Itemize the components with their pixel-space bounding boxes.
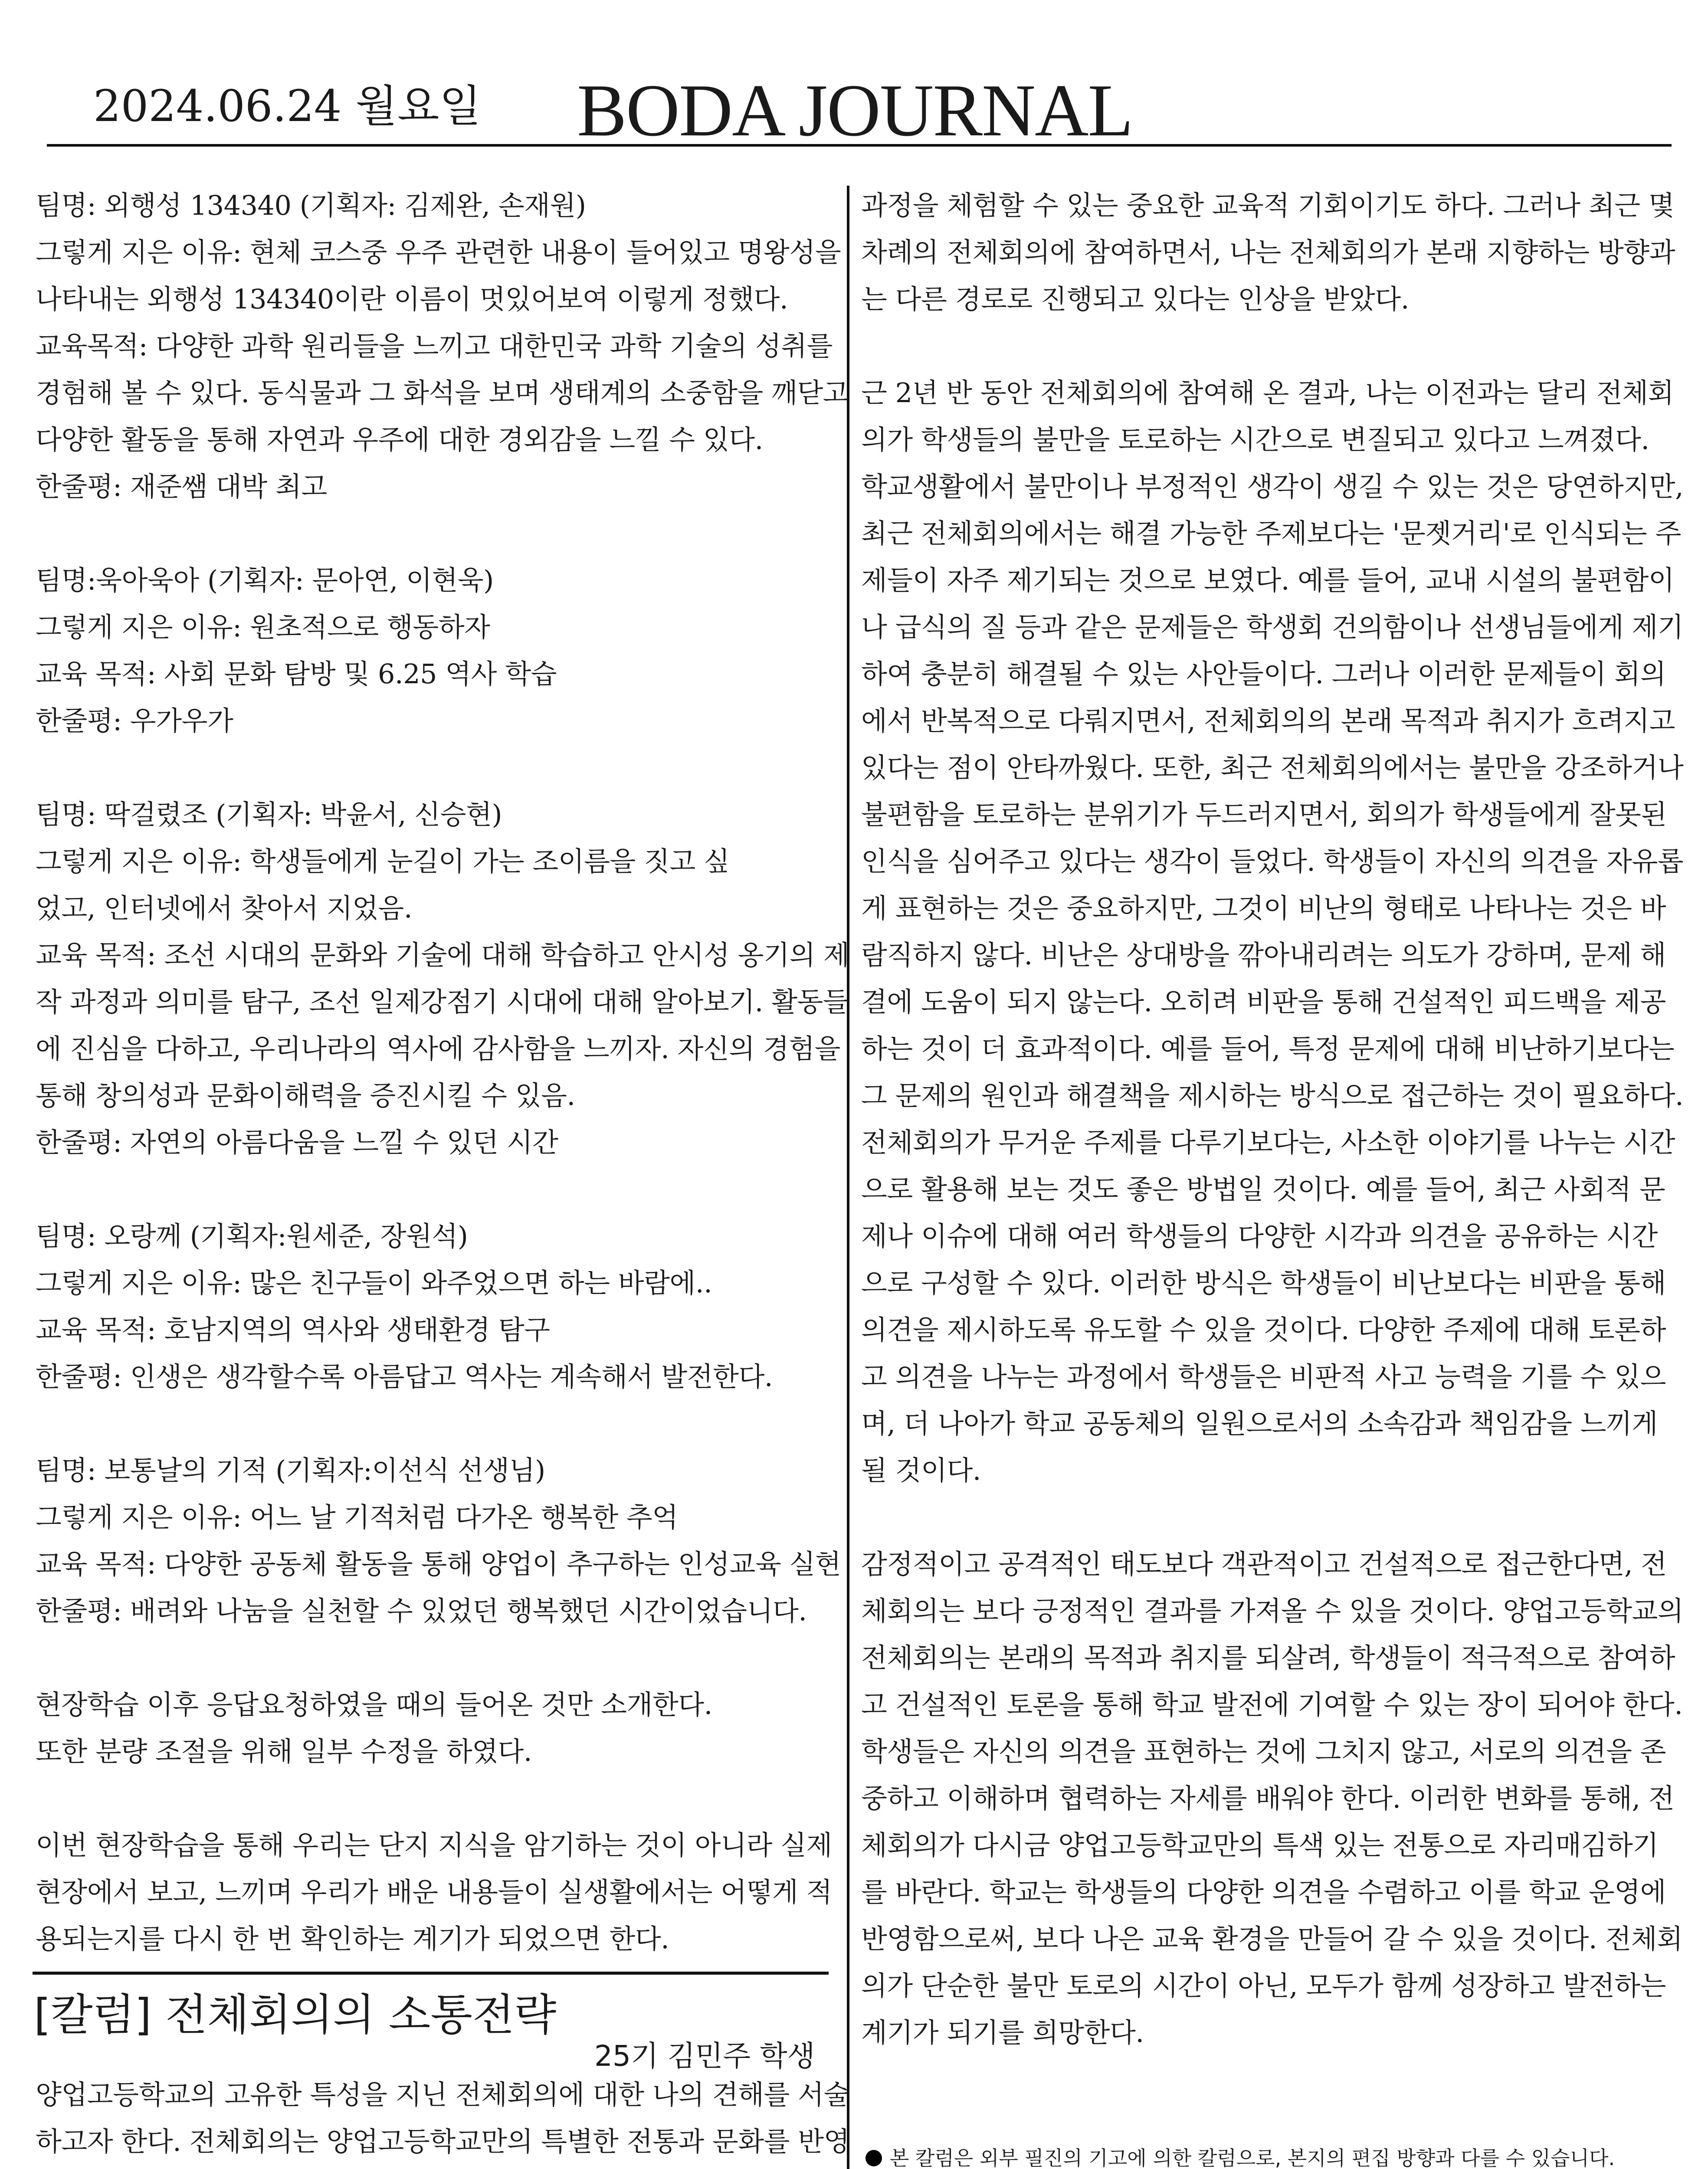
text-line: 전체회의는 본래의 목적과 취지를 되살려, 학생들이 적극적으로 참여하 [861, 1642, 1675, 1674]
text-line: 될 것이다. [861, 1455, 981, 1486]
text-line: 의가 단순한 불만 토로의 시간이 아닌, 모두가 함께 성장하고 발전하는 [861, 1970, 1666, 2002]
text-line: 최근 전체회의에서는 해결 가능한 주제보다는 '문젯거리'로 인식되는 주 [861, 518, 1681, 549]
text-line [36, 2165, 843, 2169]
text-line: 교육목적: 다양한 과학 원리들을 느끼고 대한민국 과학 기술의 성취를 [36, 330, 833, 362]
text-line: 체회의는 보다 긍정적인 결과를 가져올 수 있을 것이다. 양업고등학교의 [861, 1595, 1684, 1627]
text-line: 제나 이슈에 대해 여러 학생들의 다양한 시각과 의견을 공유하는 시간 [861, 1220, 1658, 1252]
text-line: 양업고등학교의 고유한 특성을 지닌 전체회의에 대한 나의 견해를 서술 [36, 2079, 850, 2110]
text-line: 하여 충분히 해결될 수 있는 사안들이다. 그러나 이러한 문제들이 회의 [861, 658, 1666, 690]
text-line: 하고자 한다. 전체회의는 양업고등학교만의 특별한 전통과 문화를 반영 [36, 2126, 850, 2157]
text-line: 제들이 자주 제기되는 것으로 보였다. 예를 들어, 교내 시설의 불편함이 [861, 564, 1675, 596]
text-line: 그 문제의 원인과 해결책을 제시하는 방식으로 접근하는 것이 필요하다. [861, 1080, 1684, 1111]
masthead-title: BODA JOURNAL [577, 69, 1133, 152]
text-line: 통해 창의성과 문화이해력을 증진시킬 수 있음. [36, 1080, 575, 1111]
text-line: 으로 활용해 보는 것도 좋은 방법일 것이다. 예를 들어, 최근 사회적 문 [861, 1173, 1665, 1205]
column-divider [847, 186, 849, 2169]
text-line: 감정적이고 공격적인 태도보다 객관적이고 건설적으로 접근한다면, 전 [861, 1548, 1667, 1580]
text-line: 교육 목적: 사회 문화 탐방 및 6.25 역사 학습 [36, 658, 557, 690]
text-line: 차례의 전체회의에 참여하면서, 나는 전체회의가 본래 지향하는 방향과 [861, 236, 1675, 268]
editorial-footnote [865, 2145, 1615, 2169]
text-line: 팀명: 보통날의 기적 (기획자:이선식 선생님) [36, 1455, 545, 1486]
text-line: 학교생활에서 불만이나 부정적인 생각이 생길 수 있는 것은 당연하지만, [861, 471, 1684, 502]
text-line: 팀명: 오랑께 (기획자:원세준, 장원석) [36, 1220, 468, 1252]
text-line: 그렇게 지은 이유: 학생들에게 눈길이 가는 조이름을 짓고 싶 [36, 845, 730, 877]
text-line: 인식을 심어주고 있다는 생각이 들었다. 학생들이 자신의 의견을 자유롭 [861, 845, 1684, 877]
text-line: 한줄평: 인생은 생각할수록 아름답고 역사는 계속해서 발전한다. [36, 1361, 773, 1392]
text-line: 나타내는 외행성 134340이란 이름이 멋있어보여 이렇게 정했다. [36, 283, 788, 315]
text-line: 고 의견을 나누는 과정에서 학생들은 비판적 사고 능력을 기를 수 있으 [861, 1361, 1666, 1392]
text-line: 작 과정과 의미를 탐구, 조선 일제강점기 시대에 대해 알아보기. 활동들 [36, 986, 849, 1018]
text-line: 그렇게 지은 이유: 어느 날 기적처럼 다가온 행복한 추억 [36, 1501, 678, 1533]
text-line: 팀명: 외행성 134340 (기획자: 김제완, 손재원) [36, 190, 586, 221]
text-line: 교육 목적: 조선 시대의 문화와 기술에 대해 학습하고 안시성 옹기의 제 [36, 939, 849, 971]
text-line: 팀명: 딱걸렸조 (기획자: 박윤서, 신승현) [36, 799, 502, 830]
text-line: 경험해 볼 수 있다. 동식물과 그 화석을 보며 생태계의 소중함을 깨닫고 [36, 377, 849, 409]
text-line: 학생들은 자신의 의견을 표현하는 것에 그치지 않고, 서로의 의견을 존 [861, 1736, 1666, 1767]
team-list-column [36, 182, 849, 1963]
text-line: 그렇게 지은 이유: 원초적으로 행동하자 [36, 611, 490, 643]
text-line: 한줄평: 배려와 나눔을 실천할 수 있었던 행복했던 시간이었습니다. [36, 1595, 807, 1627]
text-line: 람직하지 않다. 비난은 상대방을 깎아내리려는 의도가 강하며, 문제 해 [861, 939, 1666, 971]
text-line: 하는 것이 더 효과적이다. 예를 들어, 특정 문제에 대해 비난하기보다는 [861, 1033, 1675, 1065]
text-line: 또한 분량 조절을 위해 일부 수정을 하였다. [36, 1736, 532, 1767]
column-continuation [861, 182, 1684, 2056]
text-line: 의가 학생들의 불만을 토로하는 시간으로 변질되고 있다고 느껴졌다. [861, 424, 1649, 455]
text-line: 를 바란다. 학교는 학생들의 다양한 의견을 수렴하고 이를 학교 운영에 [861, 1876, 1666, 1908]
text-line: 현장에서 보고, 느끼며 우리가 배운 내용들이 실생활에서는 어떻게 적 [36, 1876, 832, 1908]
paragraph-gap [36, 510, 843, 557]
text-line: 나 급식의 질 등과 같은 문제들은 학생회 건의함이나 선생님들에게 제기 [861, 611, 1684, 643]
text-line: 근 2년 반 동안 전체회의에 참여해 온 결과, 나는 이전과는 달리 전체회 [861, 377, 1674, 409]
text-line: 이번 현장학습을 통해 우리는 단지 지식을 암기하는 것이 아니라 실제 [36, 1829, 832, 1861]
text-line: 며, 더 나아가 학교 공동체의 일원으로서의 소속감과 책임감을 느끼게 [861, 1408, 1658, 1439]
text-line: 중하고 이해하며 협력하는 자세를 배워야 한다. 이러한 변화를 통해, 전 [861, 1782, 1675, 1814]
text-line: 었고, 인터넷에서 찾아서 지었음. [36, 892, 413, 924]
column-title: [칼럼] 전체회의의 소통전략 [34, 1989, 557, 2040]
text-line: 있다는 점이 안타까웠다. 또한, 최근 전체회의에서는 불만을 강조하거나 [861, 752, 1684, 783]
paragraph-gap [861, 1494, 1668, 1541]
text-line: 결에 도움이 되지 않는다. 오히려 비판을 통해 건설적인 피드백을 제공 [861, 986, 1666, 1018]
paragraph-gap [36, 1166, 843, 1213]
text-line: 한줄평: 재준쌤 대박 최고 [36, 471, 327, 502]
text-line: 용되는지를 다시 한 번 확인하는 계기가 되었으면 한다. [36, 1923, 669, 1955]
text-line: 게 표현하는 것은 중요하지만, 그것이 비난의 형태로 나타나는 것은 바 [861, 892, 1666, 924]
text-line: 팀명:욱아욱아 (기획자: 문아연, 이현욱) [36, 564, 494, 596]
text-line: 으로 구성할 수 있다. 이러한 방식은 학생들이 비난보다는 비판을 통해 [861, 1267, 1666, 1299]
section-divider [33, 1972, 829, 1975]
text-line: 과정을 체험할 수 있는 중요한 교육적 기회이기도 하다. 그러나 최근 몇 [861, 190, 1675, 221]
paragraph-gap [36, 744, 843, 791]
footnote-text: 본 칼럼은 외부 필진의 기고에 의한 칼럼으로, 본지의 편집 방향과 다를 수 있습니다. [890, 2146, 1615, 2169]
text-line: 다양한 활동을 통해 자연과 우주에 대한 경외감을 느낄 수 있다. [36, 424, 763, 455]
text-line: 교육 목적: 다양한 공동체 활동을 통해 양업이 추구하는 인성교육 실현 [36, 1548, 841, 1580]
text-line: 고 건설적인 토론을 통해 학교 발전에 기여할 수 있는 장이 되어야 한다. [861, 1689, 1683, 1720]
issue-date: 2024.06.24 월요일 [93, 81, 482, 131]
column-body [36, 2071, 850, 2169]
text-line: 계기가 되기를 희망한다. [861, 2017, 1144, 2048]
text-line: 한줄평: 자연의 아름다움을 느낄 수 있던 시간 [36, 1127, 558, 1158]
text-line: 는 다른 경로로 진행되고 있다는 인상을 받았다. [861, 283, 1409, 315]
text-line: 그렇게 지은 이유: 현체 코스중 우주 관련한 내용이 들어있고 명왕성을 [36, 236, 841, 268]
paragraph-gap [36, 1775, 843, 1822]
text-line: 반영함으로써, 보다 나은 교육 환경을 만들어 갈 수 있을 것이다. 전체회 [861, 1923, 1683, 1955]
text-line: 의견을 제시하도록 유도할 수 있을 것이다. 다양한 주제에 대해 토론하 [861, 1314, 1666, 1346]
text-line: 에 진심을 다하고, 우리나라의 역사에 감사함을 느끼자. 자신의 경험을 [36, 1033, 841, 1065]
text-line: 교육 목적: 호남지역의 역사와 생태환경 탐구 [36, 1314, 550, 1346]
text-line: 에서 반복적으로 다뤄지면서, 전체회의의 본래 목적과 취지가 흐려지고 [861, 705, 1675, 737]
column-byline: 25기 김민주 학생 [594, 2039, 815, 2073]
paragraph-gap [861, 323, 1668, 370]
header-divider [47, 144, 1672, 147]
bullet-icon [865, 2150, 882, 2166]
text-line: 한줄평: 우가우가 [36, 705, 233, 737]
text-line: 불편함을 토로하는 분위기가 두드러지면서, 회의가 학생들에게 잘못된 [861, 799, 1667, 830]
text-line: 체회의가 다시금 양업고등학교만의 특색 있는 전통으로 자리매김하기 [861, 1829, 1659, 1861]
text-line: 현장학습 이후 응답요청하였을 때의 들어온 것만 소개한다. [36, 1689, 712, 1720]
paragraph-gap [36, 1400, 843, 1447]
text-line: 그렇게 지은 이유: 많은 친구들이 와주었으면 하는 바람에.. [36, 1267, 712, 1299]
text-line: 전체회의가 무거운 주제를 다루기보다는, 사소한 이야기를 나누는 시간 [861, 1127, 1675, 1158]
paragraph-gap [36, 1635, 843, 1681]
